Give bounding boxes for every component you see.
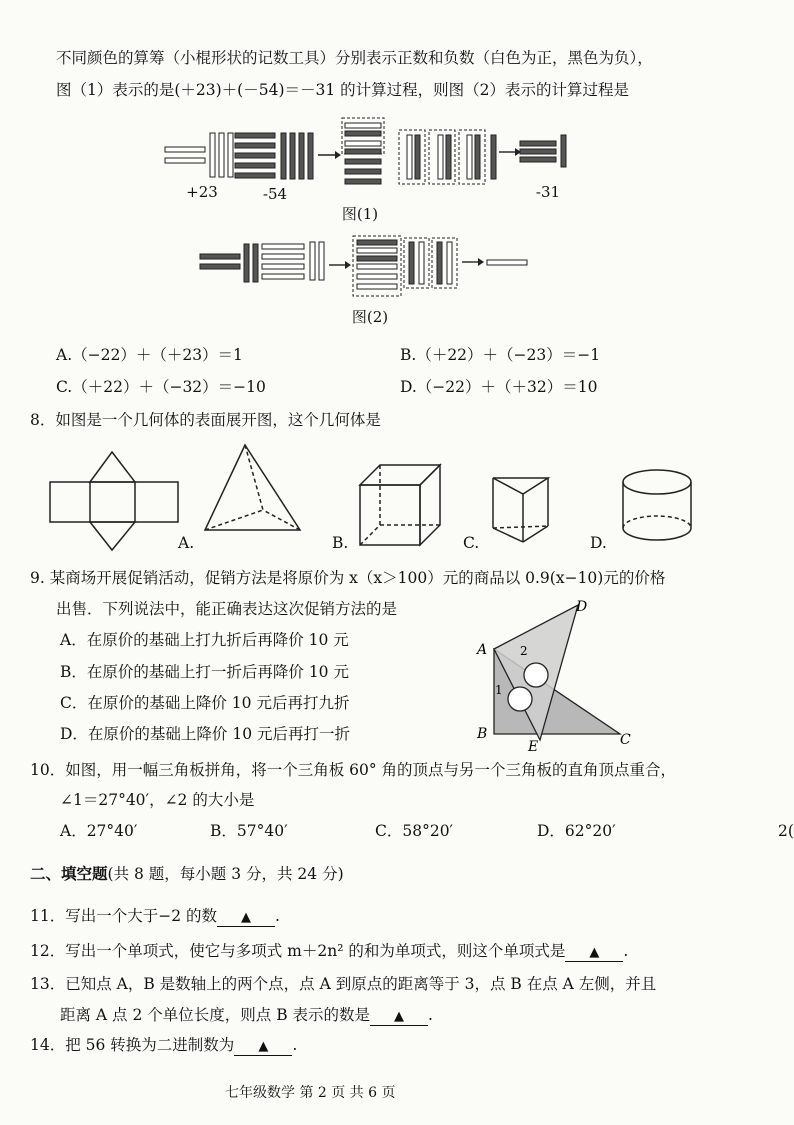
- q10-option-a: A．27°40′: [60, 822, 138, 840]
- fig1-label-minus31: -31: [535, 183, 561, 201]
- q12-line: [30, 941, 628, 962]
- q7-option-a: A.（−22）＋（＋23）＝1: [56, 346, 243, 364]
- q10-option-c: C．58°20′: [375, 822, 454, 840]
- q14-text: 14．把 56 转换为二进制数为: [30, 1036, 235, 1054]
- q7-option-d: D.（−22）＋（＋32）＝10: [400, 378, 598, 396]
- fig1-label-plus23: +23: [186, 183, 218, 201]
- q8-label-d: D.: [590, 534, 607, 552]
- q7-option-c: C.（＋22）＋（−32）＝−10: [56, 378, 266, 396]
- q9-option-c: C．在原价的基础上降价 10 元后再打九折: [60, 694, 350, 712]
- q11-end: .: [275, 907, 280, 925]
- q13-answer-blank[interactable]: [370, 1007, 428, 1026]
- figure-angle-1: 1: [495, 683, 503, 697]
- section2-title: 二、填空题: [30, 864, 108, 883]
- section2-subtitle: (共 8 题，每小题 3 分，共 24 分): [107, 865, 344, 883]
- q14-answer-blank[interactable]: [234, 1037, 292, 1056]
- set-square-figure: [470, 597, 640, 757]
- q12-answer-blank[interactable]: [565, 943, 623, 962]
- figure-label-d: D: [576, 599, 588, 615]
- q14-line: [30, 1035, 297, 1056]
- q8-label-b: B.: [332, 534, 349, 552]
- q10-option-d: D．62°20′: [537, 822, 616, 840]
- q8-label-a: A.: [178, 534, 195, 552]
- counting-rods-figure-2: [190, 232, 540, 300]
- q11-text: 11．写出一个大于−2 的数: [30, 907, 217, 925]
- q14-end: .: [292, 1036, 298, 1054]
- q9-option-d: D．在原价的基础上降价 10 元后再打一折: [60, 725, 351, 743]
- q8-stem: 8．如图是一个几何体的表面展开图，这个几何体是: [30, 411, 381, 429]
- answer-mark-icon: ▲: [241, 910, 251, 925]
- q10-stem-line2: ∠1＝27°40′，∠2 的大小是: [60, 791, 255, 809]
- q7-stem-line2: 图（1）表示的是(＋23)＋(－54)＝－31 的计算过程，则图（2）表示的计算过程是: [56, 81, 630, 99]
- figure-label-b: B: [477, 726, 488, 742]
- q13-text: 距离 A 点 2 个单位长度，则点 B 表示的数是: [60, 1006, 371, 1024]
- q9-option-b: B．在原价的基础上打一折后再降价 10 元: [60, 663, 349, 681]
- q11-line: [30, 906, 280, 927]
- figure-label-a: A: [477, 642, 488, 658]
- q8-label-c: C.: [463, 534, 480, 552]
- q10-stem-line1: 10．如图，用一幅三角板拼角，将一个三角板 60° 角的顶点与另一个三角板的直角顶点重合，: [30, 761, 677, 779]
- section2-heading: [30, 864, 344, 884]
- q7-option-b: B.（＋22）＋（−23）＝−1: [400, 346, 601, 364]
- q12-end: .: [623, 942, 629, 960]
- q11-answer-blank[interactable]: [217, 908, 275, 927]
- fig1-caption: 图(1): [341, 205, 379, 223]
- q10-option-b: B．57°40′: [210, 822, 288, 840]
- answer-mark-icon: ▲: [258, 1039, 269, 1054]
- q13-line1: 13．已知点 A，B 是数轴上的两个点，点 A 到原点的距离等于 3，点 B 在点 A 左侧，并且: [30, 975, 657, 993]
- q9-stem-line1: 9. 某商场开展促销活动，促销方法是将原价为 x（x＞100）元的商品以 0.9(x−10)元的价格: [30, 569, 666, 587]
- q9-stem-line2: 出售．下列说法中，能正确表达这次促销方法的是: [56, 600, 398, 618]
- fig1-label-minus54: -54: [262, 185, 288, 203]
- answer-mark-icon: ▲: [394, 1009, 405, 1024]
- q12-text: 12．写出一个单项式，使它与多项式 m＋2n² 的和为单项式，则这个单项式是: [30, 942, 566, 960]
- q9-option-a: A．在原价的基础上打九折后再降价 10 元: [60, 631, 349, 649]
- answer-mark-icon: ▲: [589, 945, 600, 960]
- fig2-caption: 图(2): [351, 308, 389, 326]
- right-margin-mark: 2(: [778, 822, 794, 840]
- q13-line2: [60, 1005, 433, 1026]
- figure-angle-2: 2: [520, 644, 528, 658]
- figure-label-e: E: [528, 739, 539, 755]
- figure-label-c: C: [620, 732, 631, 748]
- page-footer: 七年级数学 第 2 页 共 6 页: [225, 1085, 396, 1101]
- q13-end: .: [428, 1006, 433, 1024]
- q7-stem-line1: 不同颜色的算筹（小棍形状的记数工具）分别表示正数和负数（白色为正，黑色为负），: [56, 49, 653, 67]
